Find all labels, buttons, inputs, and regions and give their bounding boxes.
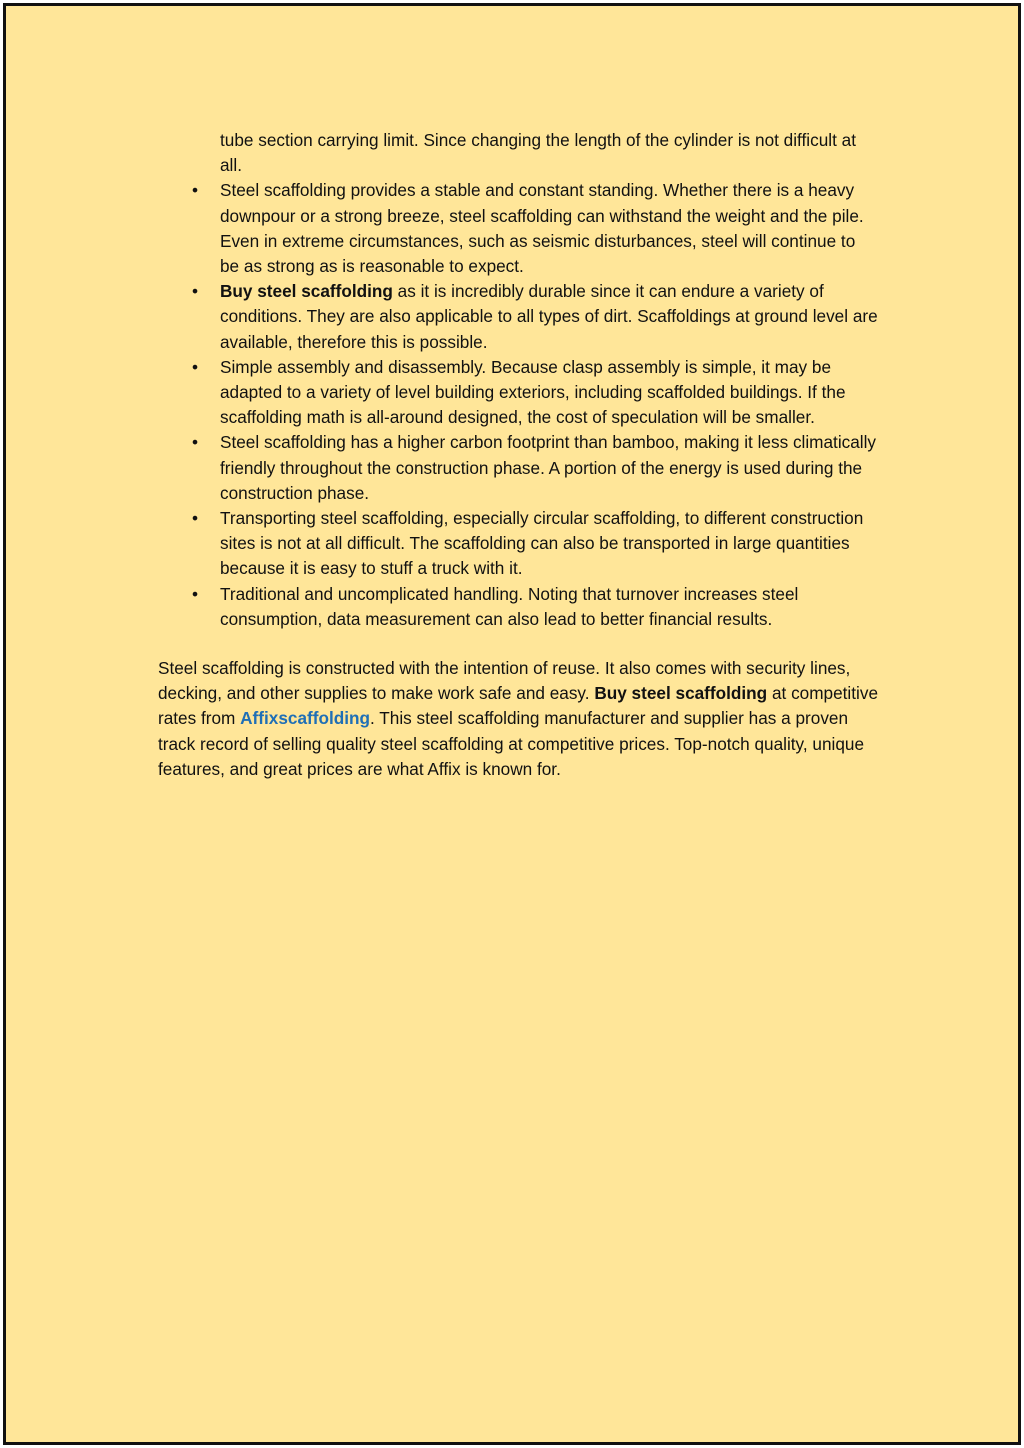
list-item (158, 582, 878, 632)
list-item (158, 178, 878, 279)
bullet-icon: • (191, 180, 199, 201)
list-item-text: Steel scaffolding has a higher carbon footprint than bamboo, making it less climatically friendly throughout the construction phase. A portion of the energy is used during the construction phase. (220, 432, 877, 503)
list-item-text: Simple assembly and disassembly. Because clasp assembly is simple, it may be adapted to a variety of level building exteriors, including scaffolded buildings. If the scaffolding math is all-around designed, the cost of speculation will be smaller. (220, 356, 846, 428)
bullet-icon: • (191, 508, 199, 529)
closing-text-2: at competitive rates from (158, 683, 878, 729)
bullet-icon: • (191, 281, 199, 302)
list-item (158, 279, 878, 355)
affixscaffolding-link[interactable]: Affixscaffolding (240, 708, 371, 729)
list-item (158, 506, 878, 582)
closing-paragraph (158, 656, 878, 782)
closing-text-3: . This steel scaffolding manufacturer and supplier has a proven track record of selling quality steel scaffolding at competitive prices. Top-notch quality, unique features, and great prices are what Affix is known for. (158, 708, 865, 779)
list-item-text: Steel scaffolding provides a stable and constant standing. Whether there is a heavy downpour or a strong breeze, steel scaffolding can withstand the weight and the pile. Even in extreme circumstances, such as seismic disturbances, steel will continue to be as strong as is reasonable to expect. (220, 180, 864, 277)
list-item-bold-text: Buy steel scaffolding (220, 281, 393, 302)
bullet-icon: • (191, 583, 199, 604)
closing-text-1: Steel scaffolding is constructed with the intention of reuse. It also comes with security lines, decking, and other supplies to make work safe and easy. (158, 658, 851, 704)
list-continuation-text: tube section carrying limit. Since changing the length of the cylinder is not difficult at all. (220, 130, 856, 176)
document-page (3, 3, 1021, 1445)
list-item-text: as it is incredibly durable since it can endure a variety of conditions. They are also applicable to all types of dirt. Scaffoldings at ground level are available, therefore this is possible. (220, 281, 878, 352)
list-item (158, 430, 878, 506)
list-item-text: Transporting steel scaffolding, especially circular scaffolding, to different construction sites is not at all difficult. The scaffolding can also be transported in large quantities because it is easy to stuff a truck with it. (220, 508, 864, 579)
closing-bold-text: Buy steel scaffolding (594, 683, 768, 704)
bullet-icon: • (191, 432, 199, 453)
list-item-text: Traditional and uncomplicated handling. Noting that turnover increases steel consumption, data measurement can also lead to better financial results. (220, 583, 799, 629)
feature-bullet-list (158, 178, 878, 632)
list-item (158, 355, 878, 431)
document-body (158, 128, 878, 782)
bullet-icon: • (191, 356, 199, 377)
